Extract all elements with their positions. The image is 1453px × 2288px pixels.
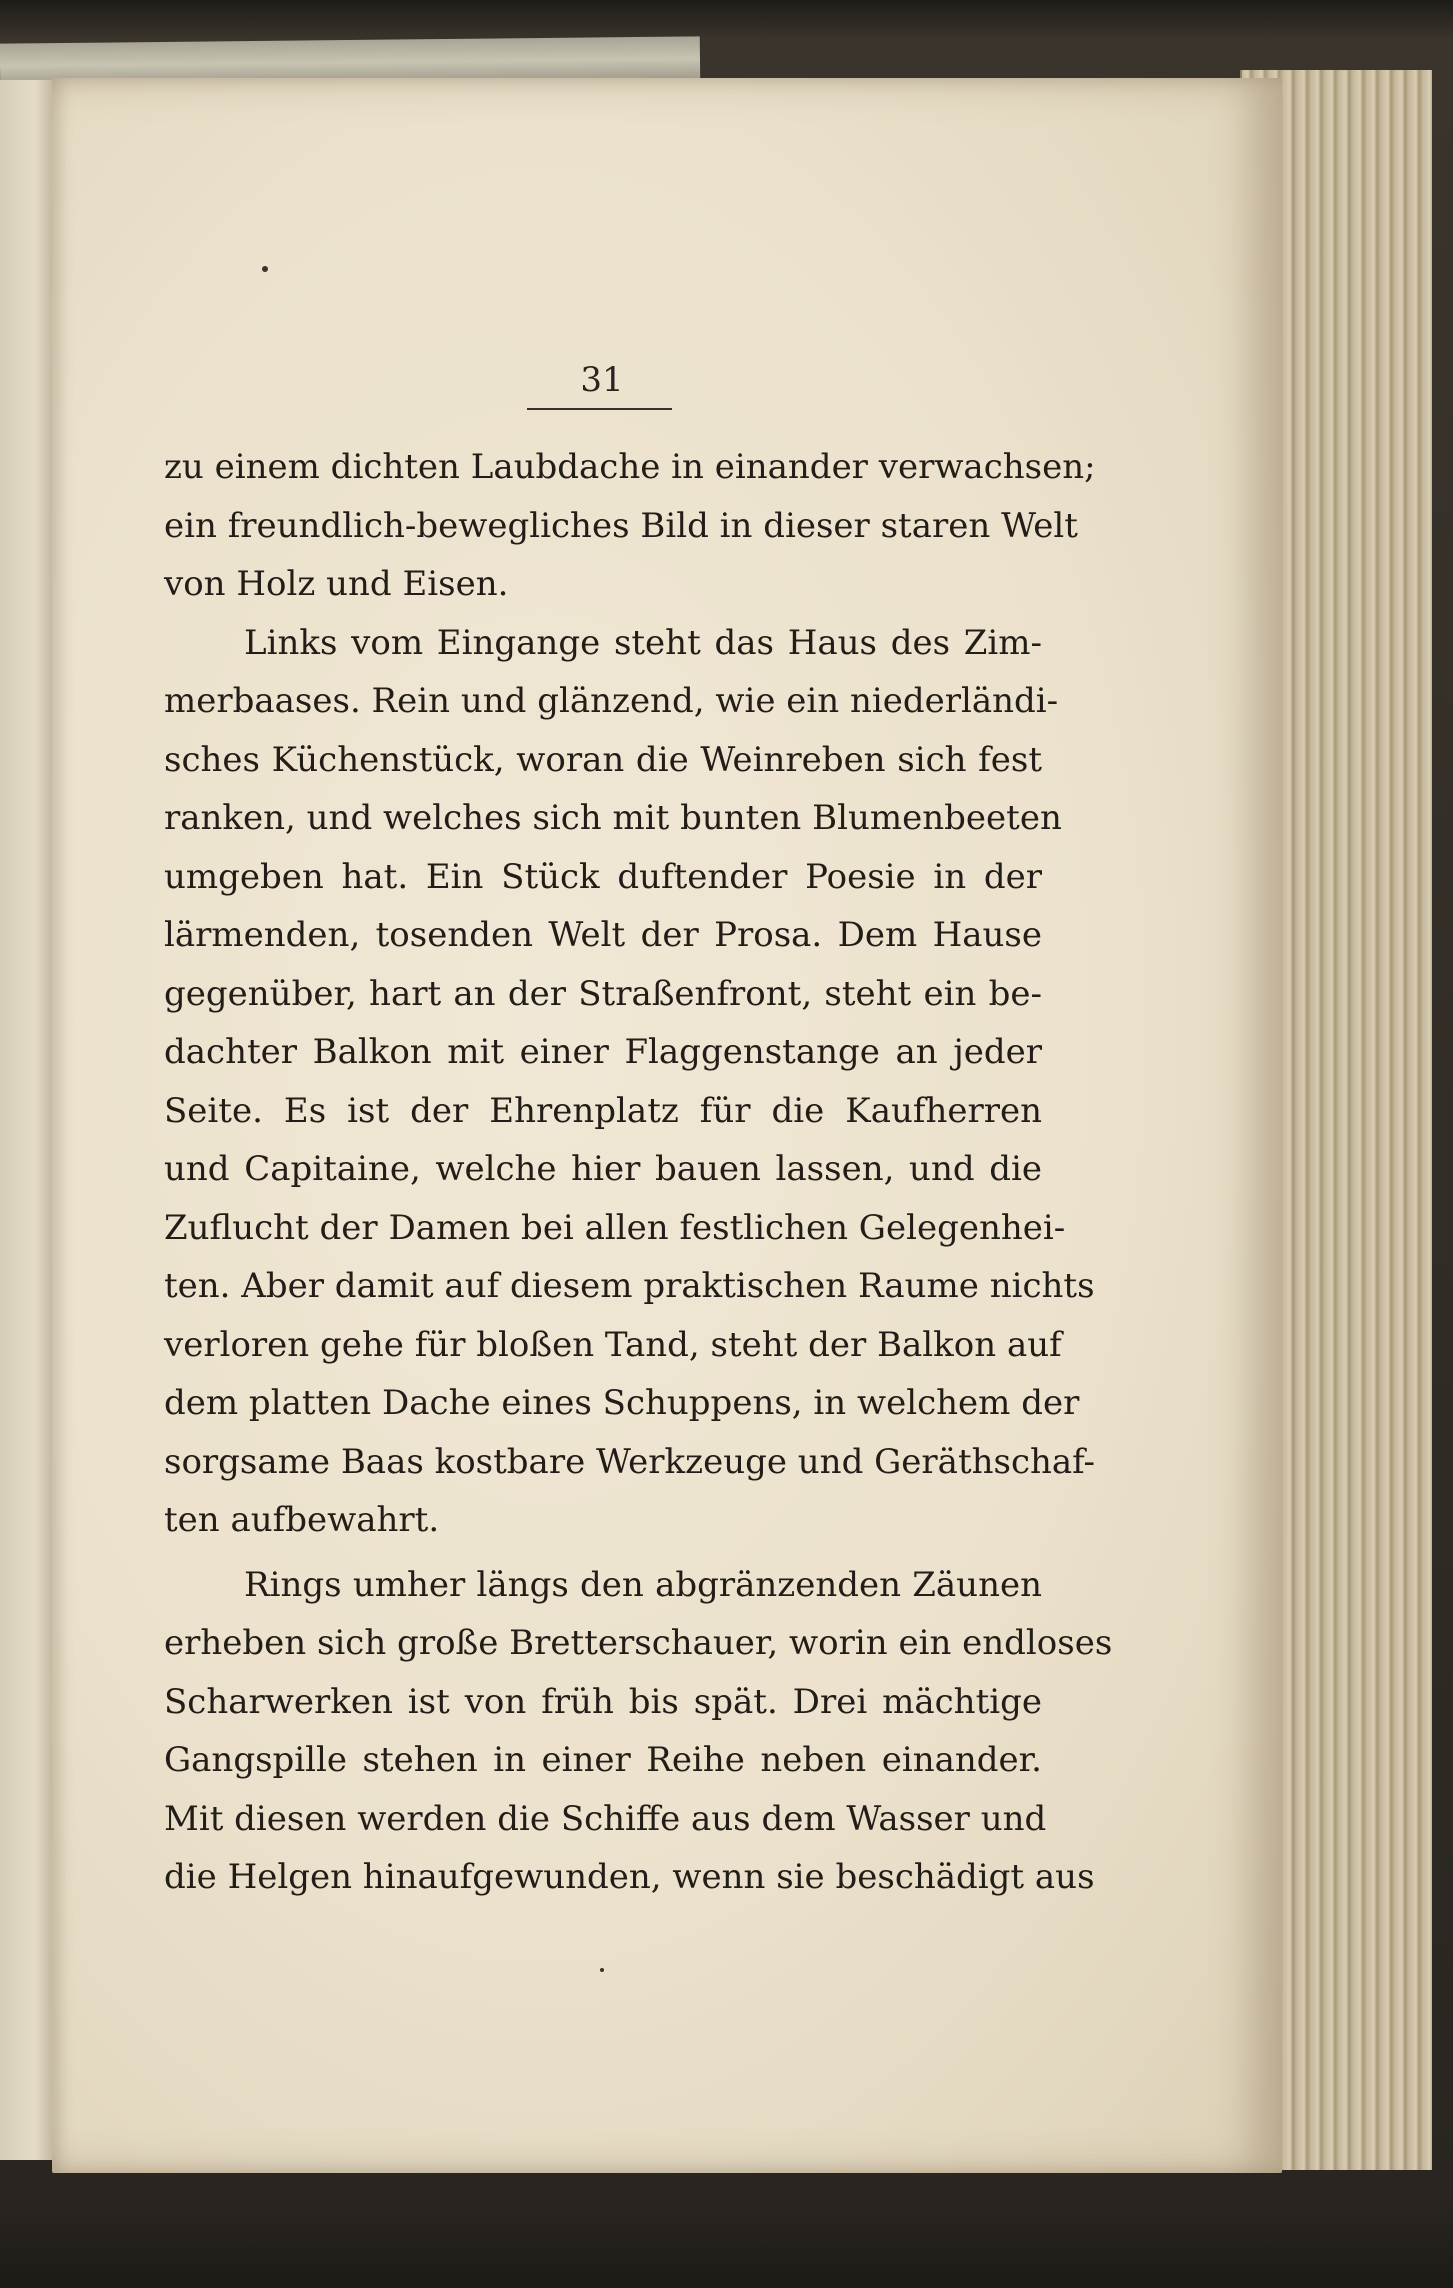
- paragraph-start-line: Rings umher längs den abgränzenden Zäunen: [244, 1564, 1042, 1605]
- text-line: dachter Balkon mit einer Flaggenstange an jeder: [164, 1032, 1042, 1072]
- text-line: Mit diesen werden die Schiffe aus dem Wasser und: [164, 1798, 1047, 1839]
- text-line: die Helgen hinaufgewunden, wenn sie beschädigt aus: [164, 1857, 1095, 1897]
- text-line: ranken, und welches sich mit bunten Blumenbeeten: [164, 798, 1062, 838]
- text-line: Zuflucht der Damen bei allen festlichen Gelegenhei-: [164, 1207, 1066, 1248]
- text-line: erheben sich große Bretterschauer, worin ein endloses: [164, 1623, 1113, 1663]
- text-line: Gangspille stehen in einer Reihe neben einander.: [164, 1740, 1042, 1780]
- text-line: ten. Aber damit auf diesem praktischen Raume nichts: [164, 1266, 1095, 1306]
- book-page: [52, 78, 1282, 2173]
- text-line: Seite. Es ist der Ehrenplatz für die Kaufherren: [164, 1090, 1042, 1131]
- text-line: umgeben hat. Ein Stück duftender Poesie in der: [164, 856, 1042, 897]
- text-line: sorgsame Baas kostbare Werkzeuge und Geräthschaf-: [164, 1441, 1096, 1482]
- text-line: Scharwerken ist von früh bis spät. Drei mächtige: [164, 1681, 1042, 1722]
- text-line: zu einem dichten Laubdache in einander verwachsen;: [164, 447, 1096, 487]
- body-text: [164, 438, 1113, 1907]
- text-line: ten aufbewahrt.: [164, 1500, 440, 1540]
- left-page-edge: [0, 80, 58, 2160]
- text-line: und Capitaine, welche hier bauen lassen, und die: [164, 1149, 1042, 1189]
- text-line: verloren gehe für bloßen Tand, steht der Balkon auf: [164, 1324, 1062, 1365]
- text-line: sches Küchenstück, woran die Weinreben sich fest: [164, 739, 1042, 780]
- text-line: dem platten Dache eines Schuppens, in welchem der: [164, 1383, 1080, 1423]
- paragraph-start-line: Links vom Eingange steht das Haus des Zim-: [244, 622, 1042, 663]
- text-line: gegenüber, hart an der Straßenfront, steht ein be-: [164, 973, 1042, 1014]
- text-line: ein freundlich-bewegliches Bild in dieser staren Welt: [164, 505, 1078, 546]
- text-line: lärmenden, tosenden Welt der Prosa. Dem Hause: [164, 915, 1042, 955]
- page-number: 31: [580, 360, 624, 400]
- text-line: merbaases. Rein und glänzend, wie ein niederländi-: [164, 681, 1059, 721]
- text-line: von Holz und Eisen.: [164, 564, 509, 604]
- ink-speck: [262, 266, 268, 272]
- ink-speck: [600, 1968, 604, 1972]
- header-rule: [527, 408, 672, 410]
